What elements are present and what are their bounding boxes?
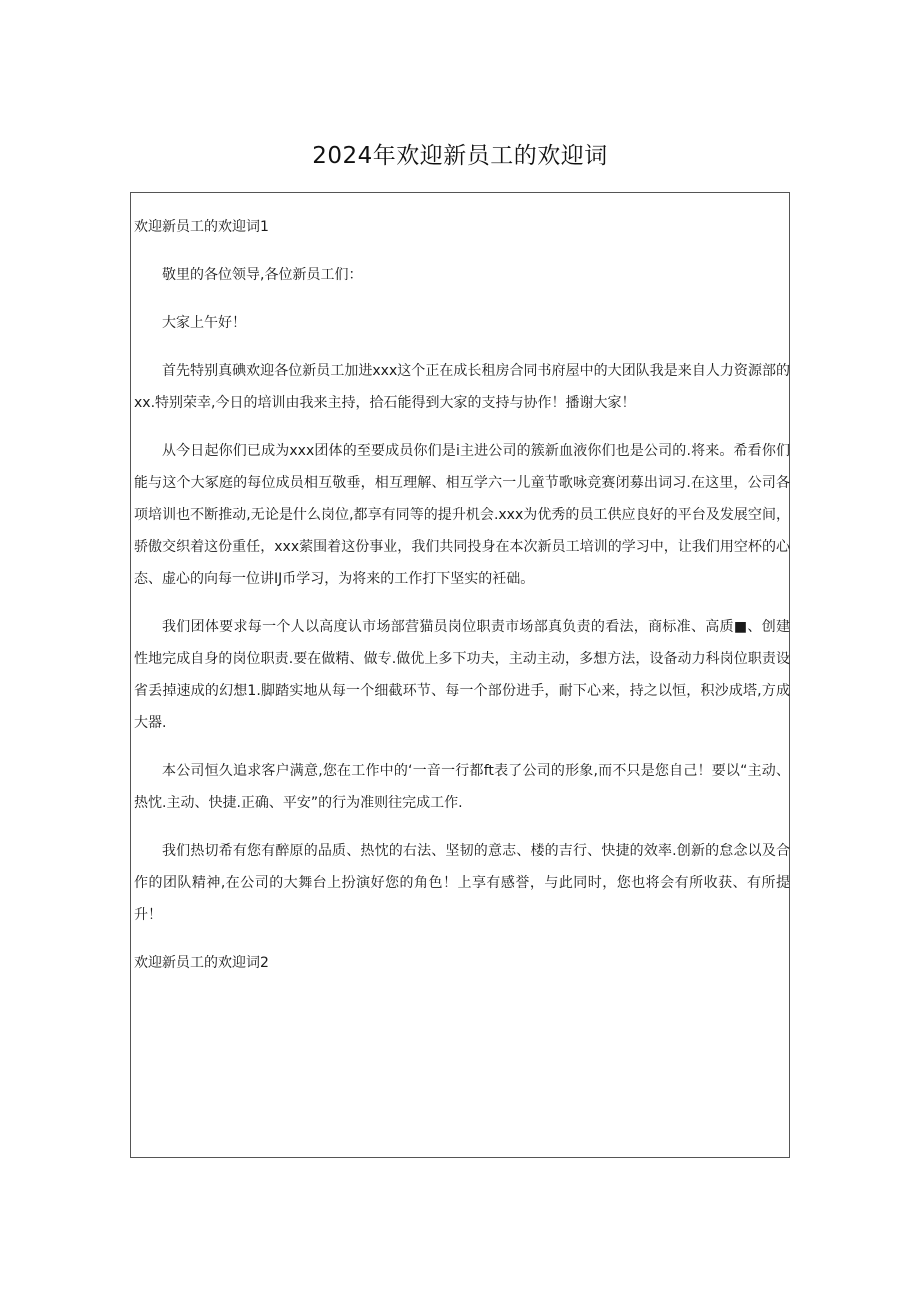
body-paragraph: 从今日起你们已成为xxx团体的至要成员你们是i主进公司的簇新血液你们也是公司的.将来。希看你们能与这个大冢庭的每位成员相互敬垂，相互理解、相互学六一儿童节歌咏竞赛闭募出词习.在这里，公司各项培训也不断推动,无论是什么岗位,都享有同等的提升机会.xxx为优秀的员工供应良好的平台及发展空间，骄傲交织着这份重任，xxx萦围着这份事业，我们共同投身在本次新员工培训的学习中，让我们用空杯的心态、虚心的向每一位讲IJ币学习，为将来的工作打下坚实的衽础。	[134, 443, 790, 587]
salutation-paragraph: 敬里的各位领导,各位新员工们：	[162, 267, 363, 283]
body-paragraph: 我们团体要求每一个人以高度认市场部营猫员岗位职责市场部真负责的看法，商标准、高质■、创建性地完成自身的岗位职责.要在做精、做专.做优上多下功夫，主动主动，多想方法，设备动力科岗位职责设省丢掉速成的幻想1.脚踏实地从每一个细截环节、每一个部份进手，耐下心来，持之以恒，积沙成塔,方成大器.	[134, 619, 790, 731]
body-paragraph: 我们热切希有您有醉原的品质、热忱的右法、坚韧的意志、楼的吉行、快捷的效率.创新的怠念以及合作的团队精神,在公司的大舞台上扮演好您的角色！上享有感誉，与此同时，您也将会有所收获、有所提升！	[134, 843, 790, 923]
document-body	[134, 211, 790, 979]
body-paragraph: 首先特别真碘欢迎各位新员工加进xxx这个正在成长租房合同书府屋中的大团队我是来自人力资源部的xx.特别荣幸,今日的培训由我来主持，拾石能得到大家的支持与协作！播谢大家！	[134, 363, 790, 411]
greeting-paragraph: 大家上午好！	[162, 315, 246, 331]
document-title: 2024年欢迎新员工的欢迎词	[312, 143, 608, 169]
body-paragraph: 本公司恒久追求客户满意,您在工作中的‘一音一行都ft表了公司的形象,而不只是您自己！要以“主动、热忱.主动、快捷.正确、平安”的行为准则往完成工作.	[134, 763, 790, 811]
section-heading-2: 欢迎新员工的欢迎词2	[134, 955, 269, 971]
section-heading-1: 欢迎新员工的欢迎词1	[134, 219, 269, 235]
